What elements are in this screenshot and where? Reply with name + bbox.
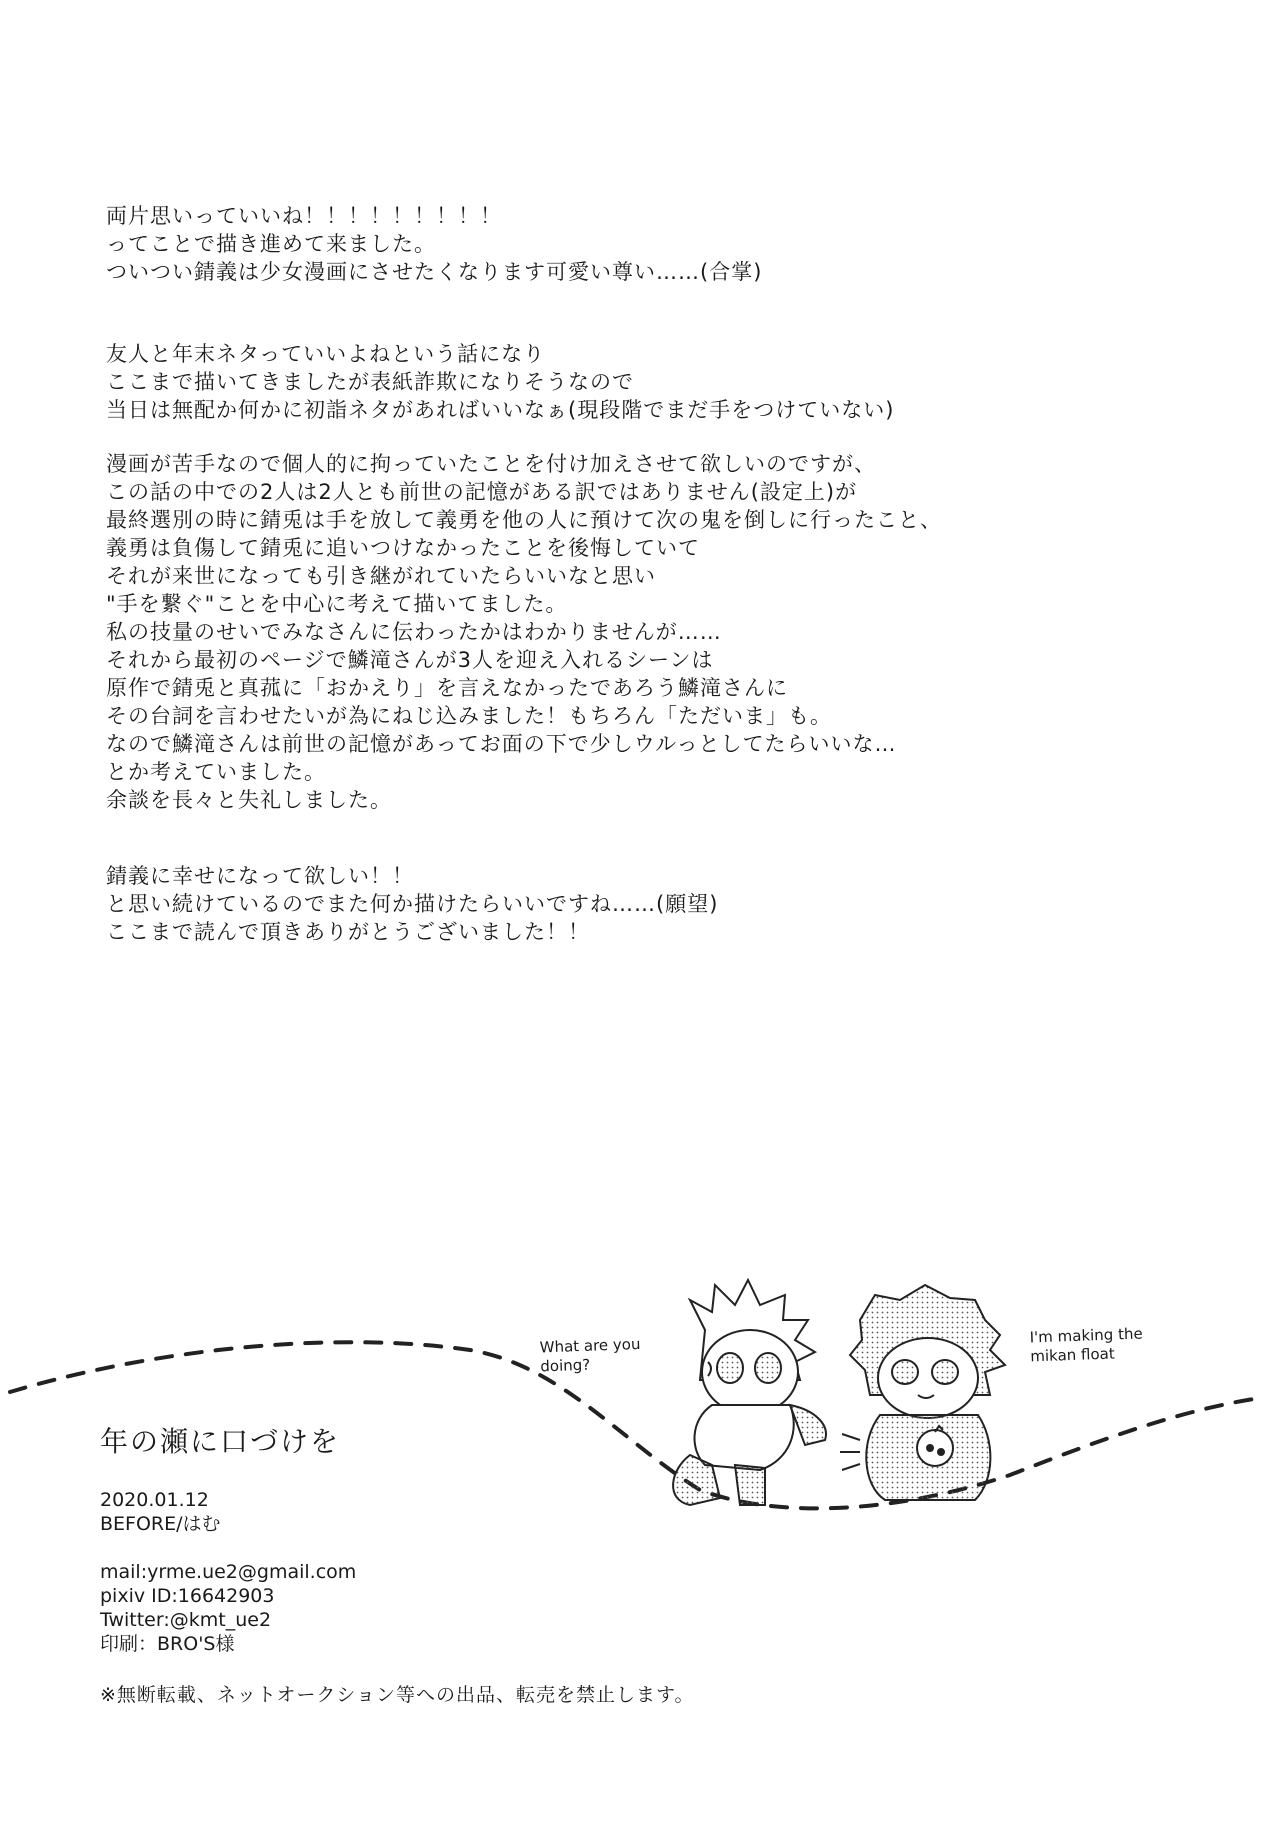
text-line: 友人と年末ネタっていいよねという話になり <box>106 342 546 366</box>
text-line: それから最初のページで鱗滝さんが3人を迎え入れるシーンは <box>106 648 714 672</box>
text-line: 漫画が苦手なので個人的に拘っていたことを付け加えさせて欲しいのですが、 <box>106 452 876 476</box>
text-line: 最終選別の時に錆兎は手を放して義勇を他の人に預けて次の鬼を倒しに行ったこと、 <box>106 508 942 532</box>
text-line: 私の技量のせいでみなさんに伝わったかはわかりませんが…… <box>106 620 722 644</box>
text-line: 錆義に幸せになって欲しい！！ <box>106 864 414 888</box>
speech-right <box>1029 1324 1170 1367</box>
reprint-notice: ※無断転載、ネットオークション等への出品、転売を禁止します。 <box>100 1684 695 1706</box>
text-line: ここまで読んで頂きありがとうございました！！ <box>106 920 590 944</box>
speech-line: mikan float <box>1030 1344 1115 1366</box>
publication-date: 2020.01.12 <box>100 1489 209 1511</box>
text-line: この話の中での2人は2人とも前世の記憶がある訳ではありません(設定上)が <box>106 480 858 504</box>
text-line: と思い続けているのでまた何か描けたらいいですね……(願望) <box>106 892 719 916</box>
text-line: 原作で錆兎と真菰に「おかえり」を言えなかったであろう鱗滝さんに <box>106 676 788 700</box>
text-line: 当日は無配か何かに初詣ネタがあればいいなぁ(現段階でまだ手をつけていない) <box>106 398 895 422</box>
pixiv-id: pixiv ID:16642903 <box>100 1585 275 1607</box>
text-line: ついつい錆義は少女漫画にさせたくなります可愛い尊い……(合掌) <box>106 260 763 284</box>
afterword-paragraph-4 <box>106 862 1186 946</box>
afterword-paragraph-1 <box>106 202 1186 286</box>
text-line: 義勇は負傷して錆兎に追いつけなかったことを後悔していて <box>106 536 700 560</box>
speech-line: What are you <box>539 1334 641 1357</box>
text-line: それが来世になっても引き継がれていたらいいなと思い <box>106 564 656 588</box>
speech-line: doing? <box>540 1355 591 1376</box>
twitter-handle: Twitter:@kmt_ue2 <box>100 1609 272 1631</box>
contact-mail: mail:yrme.ue2@gmail.com <box>100 1561 357 1583</box>
text-line: "手を繋ぐ"ことを中心に考えて描いてました。 <box>106 592 568 616</box>
text-line: なので鱗滝さんは前世の記憶があってお面の下で少しウルっとしてたらいいな… <box>106 732 897 756</box>
text-line: ここまで描いてきましたが表紙詐欺になりそうなので <box>106 370 634 394</box>
afterword-paragraph-3 <box>106 450 1186 814</box>
speech-left <box>539 1334 680 1377</box>
chibi-right-character <box>840 1285 1005 1500</box>
text-line: とか考えていました。 <box>106 760 326 784</box>
text-line: 余談を長々と失礼しました。 <box>106 788 392 812</box>
afterword-paragraph-2 <box>106 340 1186 424</box>
speech-line: I'm making the <box>1029 1324 1143 1347</box>
book-title: 年の瀬に口づけを <box>100 1425 341 1458</box>
text-line: ってことで描き進めて来ました。 <box>106 232 436 256</box>
text-line: その台詞を言わせたいが為にねじ込みました！もちろん「ただいま」も。 <box>106 704 832 728</box>
text-line: 両片思いっていいね！！！！！！！！！ <box>106 204 502 228</box>
circle-author: BEFORE/はむ <box>100 1513 221 1535</box>
printer-credit: 印刷：BRO'S様 <box>100 1633 235 1655</box>
chibi-left-character <box>673 1280 826 1505</box>
